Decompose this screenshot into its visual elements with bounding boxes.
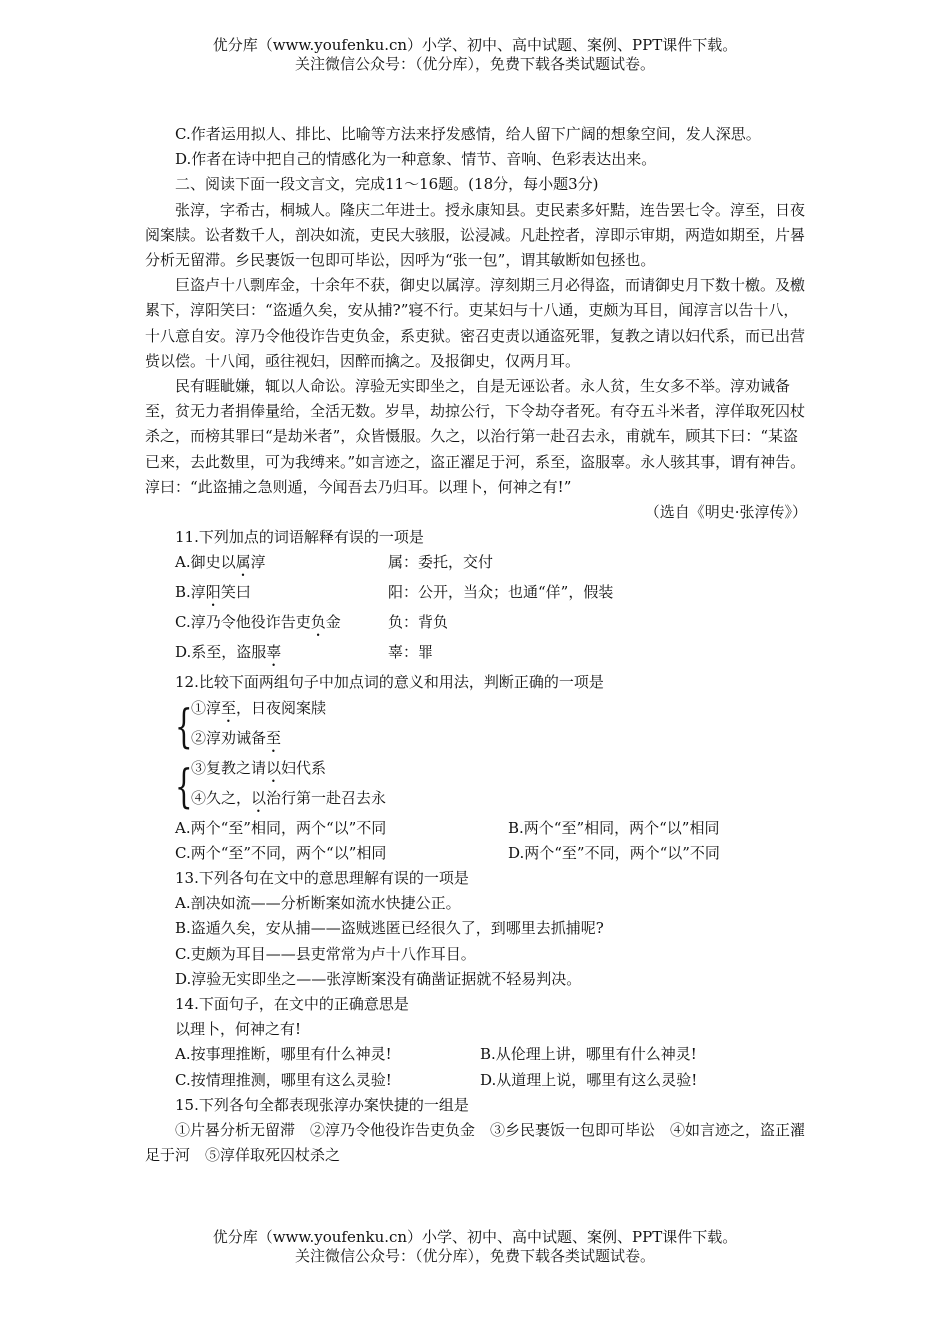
q12-sentence-2: ②淳劝诫备至 xyxy=(191,728,282,747)
page-header xyxy=(0,36,950,74)
header-line-2: 关注微信公众号：（优分库），免费下载各类试题试卷。 xyxy=(294,55,655,73)
q14-options-row-2 xyxy=(145,1068,807,1093)
q10-option-c: C.作者运用拟人、排比、比喻等方法来抒发感情，给人留下广阔的想象空间，发人深思。 xyxy=(175,125,761,143)
footer-line-1: 优分库（www.youfenku.cn）小学、初中、高中试题、案例、PPT课件下载。 xyxy=(212,1228,738,1246)
q14-option-a: A.按事理推断，哪里有什么神灵! xyxy=(175,1045,392,1064)
passage-paragraph-3: 民有睚眦嫌，辄以人命讼。淳验无实即坐之，自是无诬讼者。永人贫，生女多不举。淳劝诫备至，贫无力者捐俸量给，全活无数。岁旱，劫掠公行，下令劫夺者死。有夺五斗米者，淳佯取死囚杖杀之，而榜其罪曰“是劫米者”，众皆慑服。久之，以治行第一赴召去永，甫就车，顾其下曰：“某盗已来，去此数里，可为我缚来。”如言迹之，盗正濯足于河，系至，盗服辜。永人骇其事，谓有神告。淳曰：“此盗捕之急则遁，今闻吾去乃归耳。以理卜，何神之有!” xyxy=(145,377,806,496)
section-heading: 二、阅读下面一段文言文，完成11～16题。(18分，每小题3分) xyxy=(175,175,599,194)
q12-option-b: B.两个“至”相同，两个“以”相同 xyxy=(508,818,720,837)
document-body xyxy=(145,122,807,1169)
q13-option-b: B.盗遁久矣，安从捕——盗贼逃匿已经很久了，到哪里去抓捕呢? xyxy=(175,919,604,938)
q14-option-c: C.按情理推测，哪里有这么灵验! xyxy=(175,1070,392,1089)
q14-options-row-1 xyxy=(145,1042,807,1067)
q11-stem: 11.下列加点的词语解释有误的一项是 xyxy=(175,528,424,547)
q14-option-b: B.从伦理上讲，哪里有什么神灵! xyxy=(480,1045,697,1064)
q15-stem: 15.下列各句全都表现张淳办案快捷的一组是 xyxy=(175,1095,469,1114)
q12-option-a: A.两个“至”相同，两个“以”不同 xyxy=(175,818,387,837)
q11-gloss-a: 属：委托，交付 xyxy=(388,553,494,572)
passage-paragraph-1: 张淳，字希古，桐城人。隆庆二年进士。授永康知县。吏民素多奸黠，连告罢七令。淳至，日夜阅案牍。讼者数千人，剖决如流，吏民大骇服，讼浸减。凡赴控者，淳即示审期，两造如期至，片晷分析无留滞。乡民裹饭一包即可毕讼，因呼为“张一包”，谓其敏断如包拯也。 xyxy=(145,200,806,270)
footer-line-2: 关注微信公众号：（优分库），免费下载各类试题试卷。 xyxy=(294,1247,655,1265)
q11-gloss-d: 辜：罪 xyxy=(388,643,434,662)
q11-option-d: D.系至，盗服辜 辜：罪 xyxy=(145,640,807,670)
q12-option-d: D.两个“至”不同，两个“以”不同 xyxy=(508,843,720,862)
q12-sentence-3: ③复教之请以妇代系 xyxy=(191,758,327,777)
q11-gloss-c: 负：背负 xyxy=(388,613,449,632)
q13-option-a: A.剖决如流——分析断案如流水快捷公正。 xyxy=(175,894,461,913)
q13-stem: 13.下列各句在文中的意思理解有误的一项是 xyxy=(175,869,469,888)
q12-options-row-2 xyxy=(145,841,807,866)
header-line-1: 优分库（www.youfenku.cn）小学、初中、高中试题、案例、PPT课件下载。 xyxy=(212,36,738,54)
q14-stem: 14.下面句子，在文中的正确意思是 xyxy=(175,995,409,1014)
q11-option-c: C.淳乃令他役诈告吏负金 负：背负 xyxy=(145,610,807,640)
brace-icon: { xyxy=(175,698,193,753)
q13-option-d: D.淳验无实即坐之——张淳断案没有确凿证据就不轻易判决。 xyxy=(175,969,582,988)
q13-option-c: C.吏颇为耳目——县吏常常为卢十八作耳目。 xyxy=(175,944,476,963)
q12-sentence-4: ④久之，以治行第一赴召去永 xyxy=(191,788,387,807)
q12-option-c: C.两个“至”不同，两个“以”相同 xyxy=(175,843,387,862)
passage-source: （选自《明史·张淳传》） xyxy=(644,503,807,522)
q12-options-row-1 xyxy=(145,816,807,841)
q12-sentence-1: ①淳至，日夜阅案牍 xyxy=(191,698,327,717)
q11-option-b: B.淳阳笑曰 阳：公开，当众；也通“佯”，假装 xyxy=(145,580,807,610)
q11-option-a: A.御史以属淳 属：委托，交付 xyxy=(145,550,807,580)
q14-option-d: D.从道理上说，哪里有这么灵验! xyxy=(480,1070,698,1089)
passage-paragraph-2: 巨盗卢十八剽库金，十余年不获，御史以属淳。淳刻期三月必得盗，而请御史月下数十檄。及檄累下，淳阳笑曰：“盗遁久矣，安从捕?”寝不行。吏某妇与十八通，吏颇为耳目，闻淳言以告十八，十八意自安。淳乃令他役诈告吏负金，系吏狱。密召吏责以通盗死罪，复教之请以妇代系，而已出营赀以偿。十八闻，亟往视妇，因醉而擒之。及报御史，仅两月耳。 xyxy=(145,276,806,370)
q12-group-1 xyxy=(145,696,807,756)
q12-group-2 xyxy=(145,756,807,816)
brace-icon: { xyxy=(175,758,193,813)
page-footer xyxy=(0,1228,950,1266)
q12-stem: 12.比较下面两组句子中加点词的意义和用法，判断正确的一项是 xyxy=(175,673,604,692)
q11-gloss-b: 阳：公开，当众；也通“佯”，假装 xyxy=(388,583,614,602)
q10-option-d: D.作者在诗中把自己的情感化为一种意象、情节、音响、色彩表达出来。 xyxy=(175,150,657,169)
q15-items: ①片晷分析无留滞 ②淳乃令他役诈告吏负金 ③乡民裹饭一包即可毕讼 ④如言迹之，盗正濯足于河 ⑤淳佯取死囚杖杀之 xyxy=(145,1121,806,1165)
q14-sentence: 以理卜，何神之有! xyxy=(175,1020,302,1039)
